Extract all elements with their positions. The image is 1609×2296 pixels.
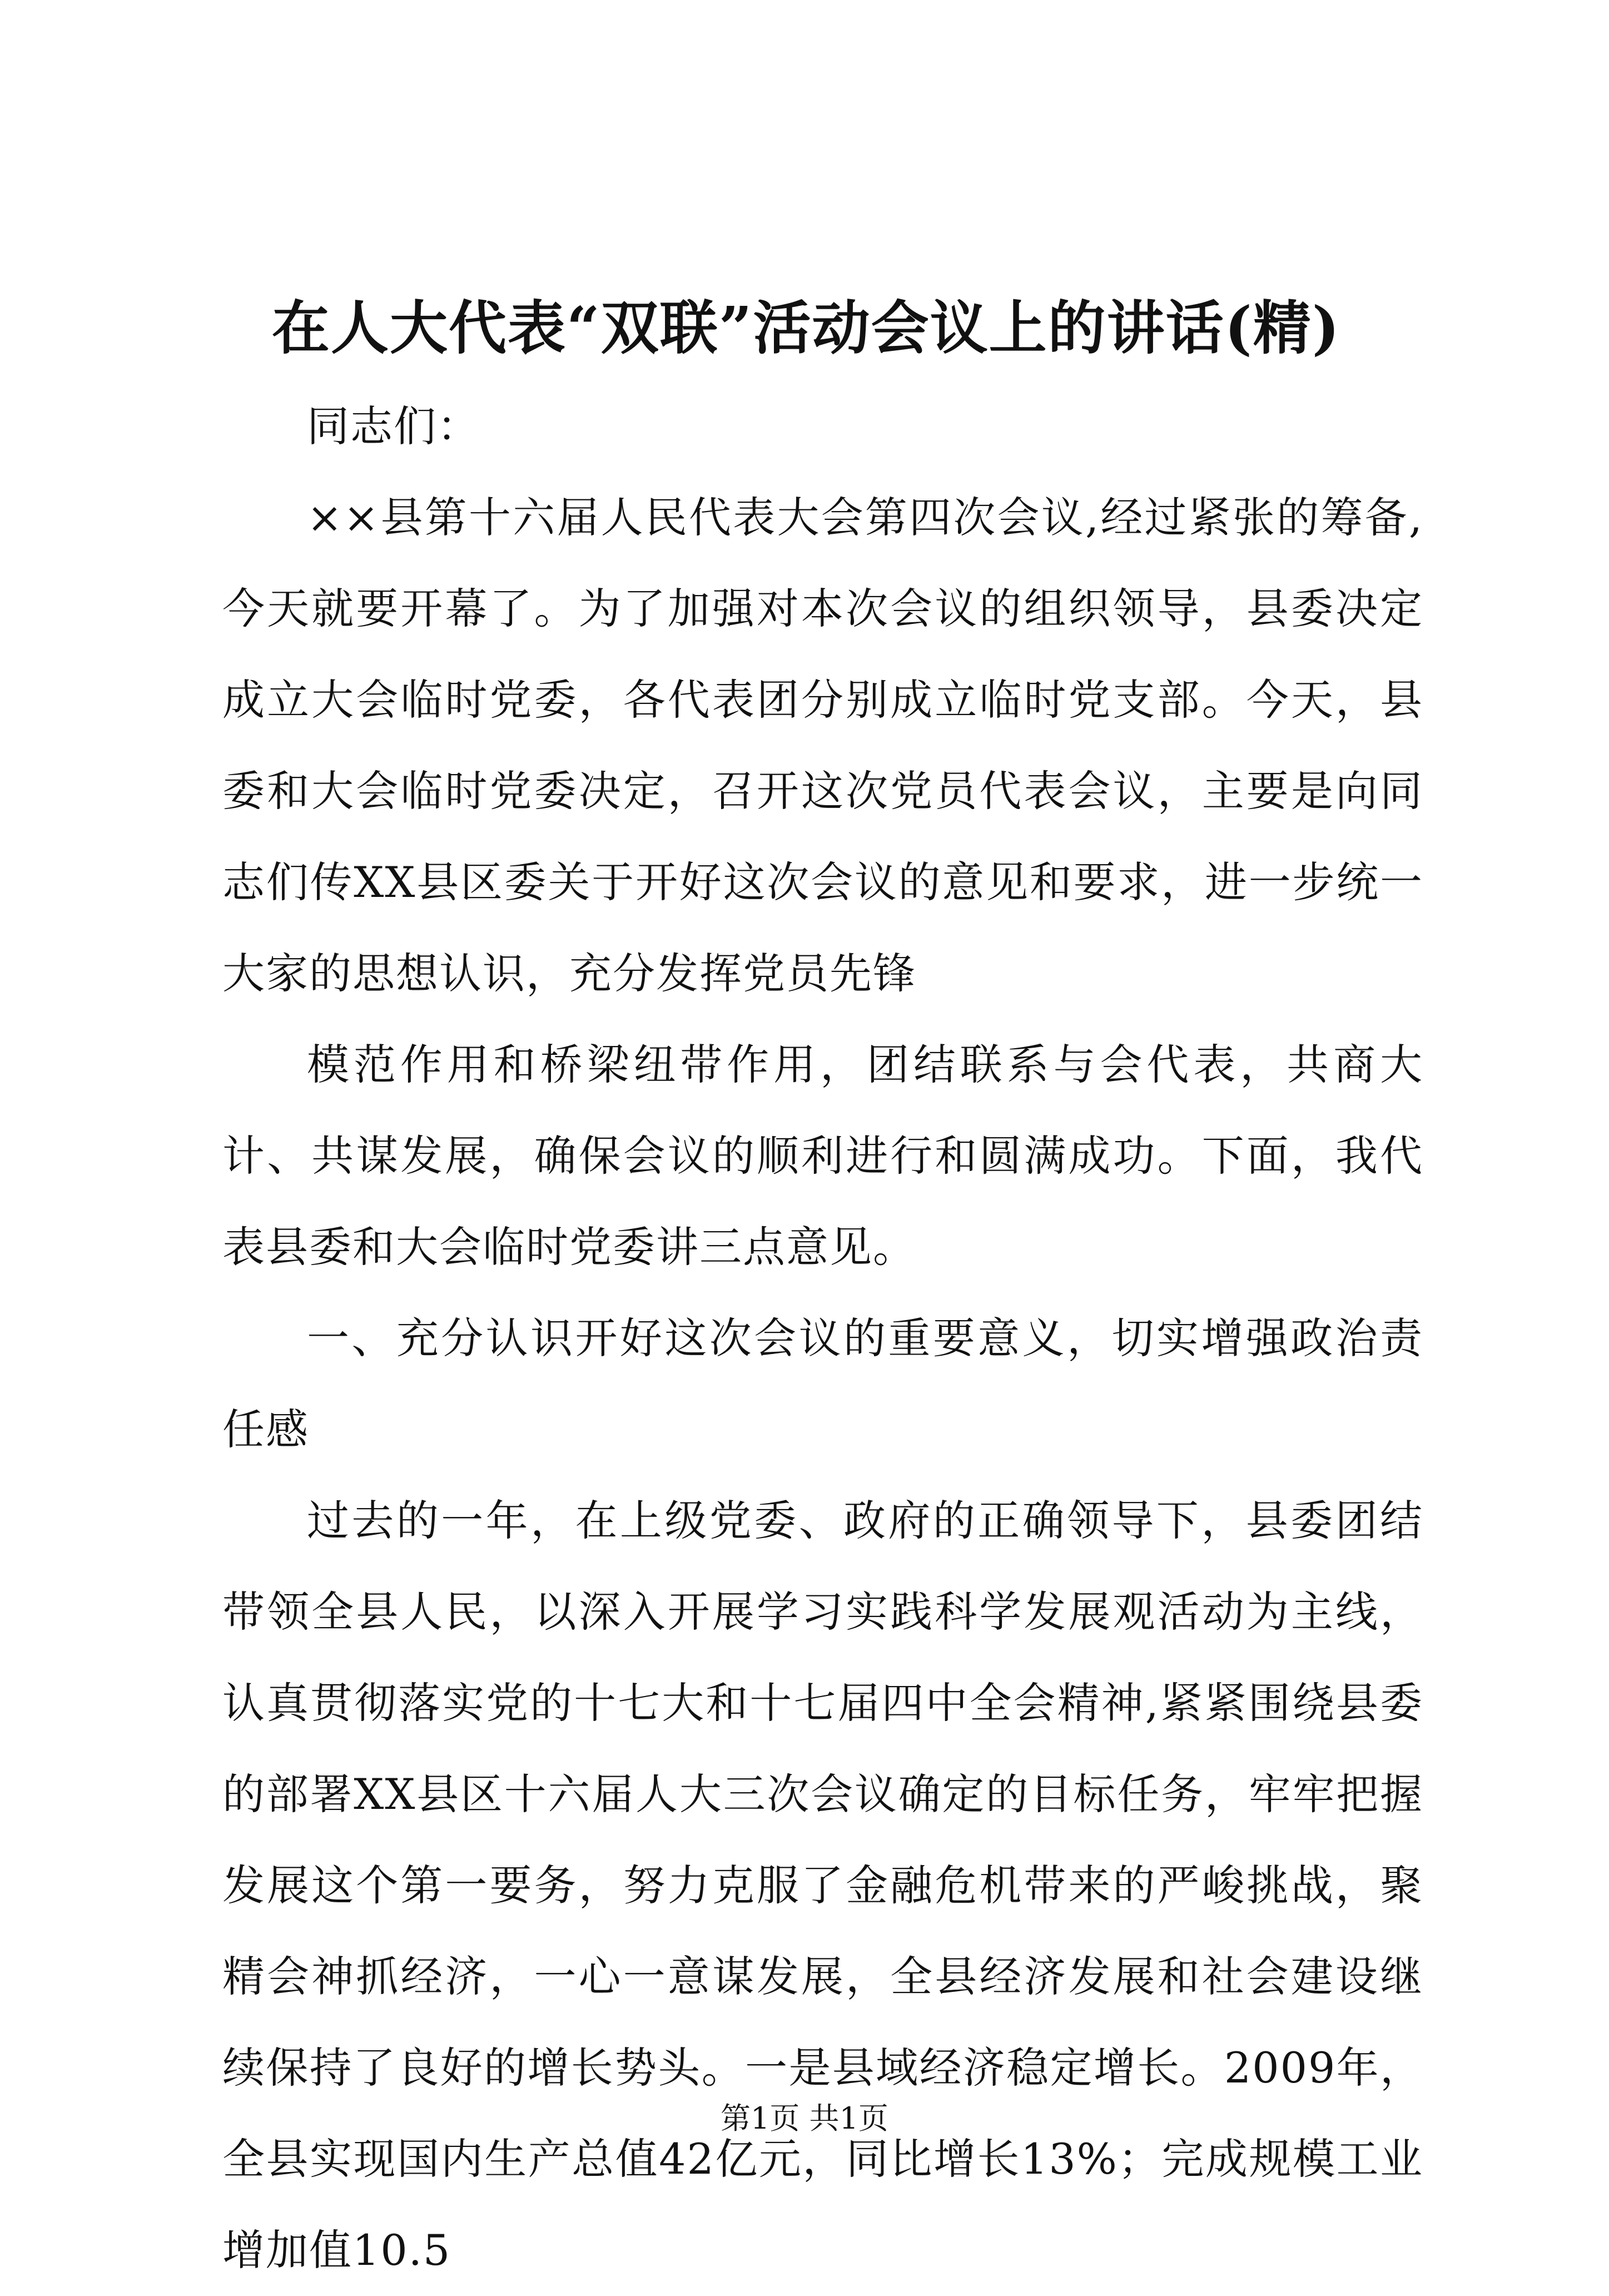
page-footer [0,2096,1609,2141]
body-paragraph: ××县第十六届人民代表大会第四次会议,经过紧张的筹备,今天就要开幕了。为了加强对本次会议的组织领导，县委决定成立大会临时党委，各代表团分别成立临时党支部。今天，县委和大会临时党委决定，召开这次党员代表会议，主要是向同志们传XX县区委关于开好这次会议的意见和要求，进一步统一大家的思想认识，充分发挥党员先锋 [222,493,1423,998]
salutation-paragraph: 同志们： [307,401,480,451]
document-title: 在人大代表“双联”活动会议上的讲话(精) [271,294,1341,362]
page-number: 第1页 [721,2101,800,2136]
section-heading: 一、充分认识开好这次会议的重要意义，切实增强政治责任感 [222,1313,1423,1454]
body-paragraph: 模范作用和桥梁纽带作用，团结联系与会代表，共商大计、共谋发展，确保会议的顺利进行和圆满成功。下面，我代表县委和大会临时党委讲三点意见。 [222,1040,1423,1272]
document-body [222,381,1423,2296]
page-total: 共1页 [809,2101,888,2136]
body-paragraph: 过去的一年，在上级党委、政府的正确领导下，县委团结带领全县人民，以深入开展学习实践科学发展观活动为主线，认真贯彻落实党的十七大和十七届四中全会精神,紧紧围绕县委的部署XX县区十六届人大三次会议确定的目标任务，牢牢把握发展这个第一要务，努力克服了金融危机带来的严峻挑战，聚精会神抓经济，一心一意谋发展，全县经济发展和社会建设继续保持了良好的增长势头。一是县域经济稳定增长。2009年，全县实现国内生产总值42亿元，同比增长13%；完成规模工业增加值10.5 [222,1496,1423,2275]
